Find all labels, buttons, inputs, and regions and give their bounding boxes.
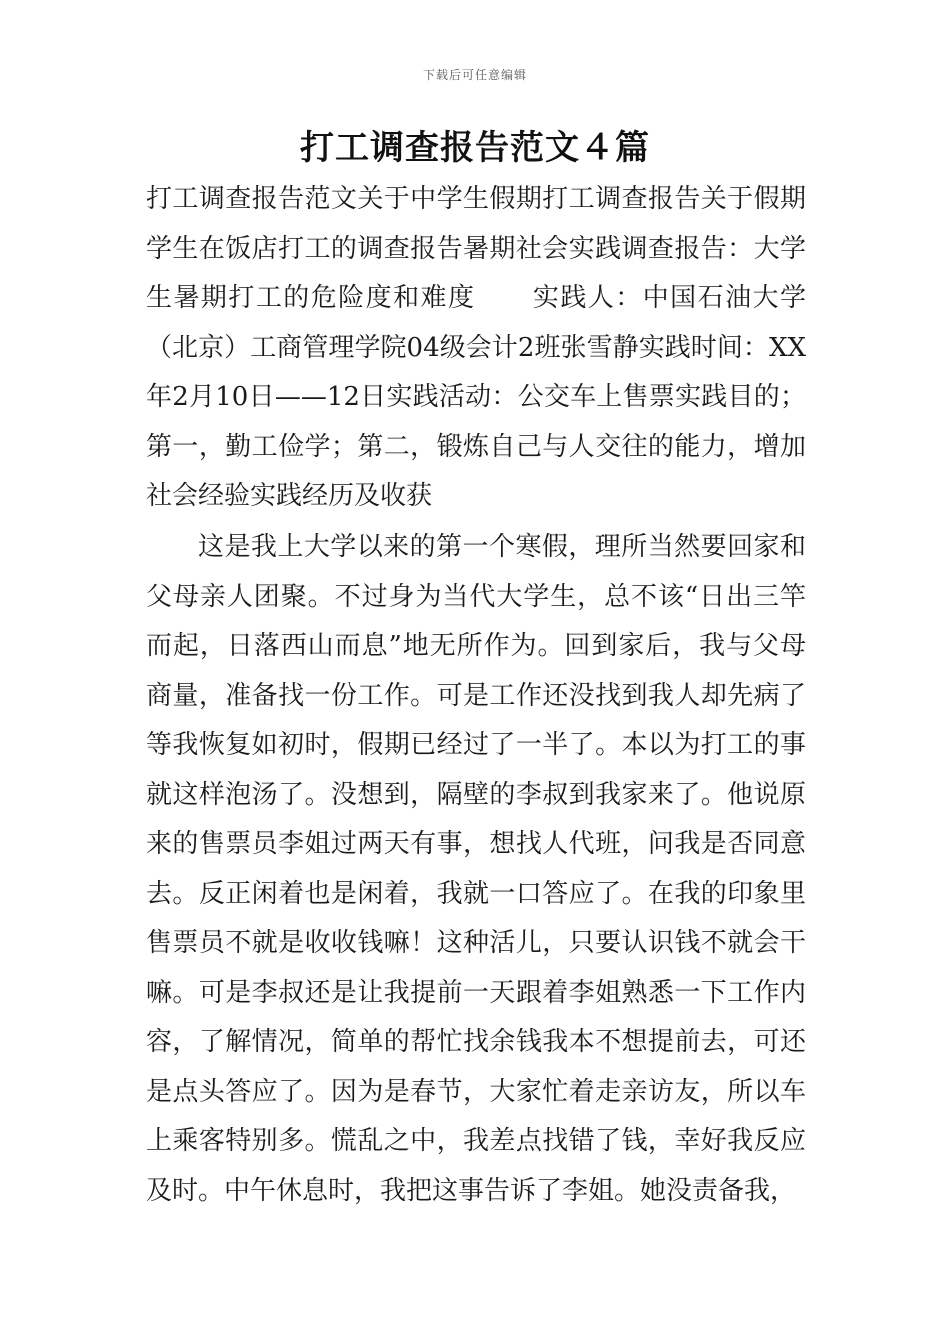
intro-text-part2: 实践人：中国石油大学（北京）工商管理学院04级会计2班张雪静实践时间：XX年2月10日——12日实践活动：公交车上售票实践目的；第一，勤工俭学；第二，锻炼自己与人交往的能力，增加社会经验实践经历及收获 — [146, 283, 806, 511]
document-title: 打工调查报告范文４篇 — [300, 128, 650, 168]
intro-paragraph — [146, 175, 806, 522]
body-paragraph: 这是我上大学以来的第一个寒假，理所当然要回家和父母亲人团聚。不过身为当代大学生，总不该“日出三竿而起，日落西山而息”地无所作为。回到家后，我与父母商量，准备找一份工作。可是工作还没找到我人却先病了等我恢复如初时，假期已经过了一半了。本以为打工的事就这样泡汤了。没想到，隔壁的李叔到我家来了。他说原来的售票员李姐过两天有事，想找人代班，问我是否同意去。反正闲着也是闲着，我就一口答应了。在我的印象里售票员不就是收收钱嘛！这种活儿，只要认识钱不就会干嘛。可是李叔还是让我提前一天跟着李姐熟悉一下工作内容，了解情况，简单的帮忙找余钱我本不想提前去，可还是点头答应了。因为是春节，大家忙着走亲访友，所以车上乘客特别多。慌乱之中，我差点找错了钱，幸好我反应及时。中午休息时，我把这事告诉了李姐。她没责备我， — [146, 532, 806, 1206]
header-note: 下载后可任意编辑 — [422, 68, 527, 82]
intro-text-part1: 打工调查报告范文关于中学生假期打工调查报告关于假期学生在饭店打工的调查报告暑期社会实践调查报告：大学生暑期打工的危险度和难度 — [146, 184, 806, 313]
